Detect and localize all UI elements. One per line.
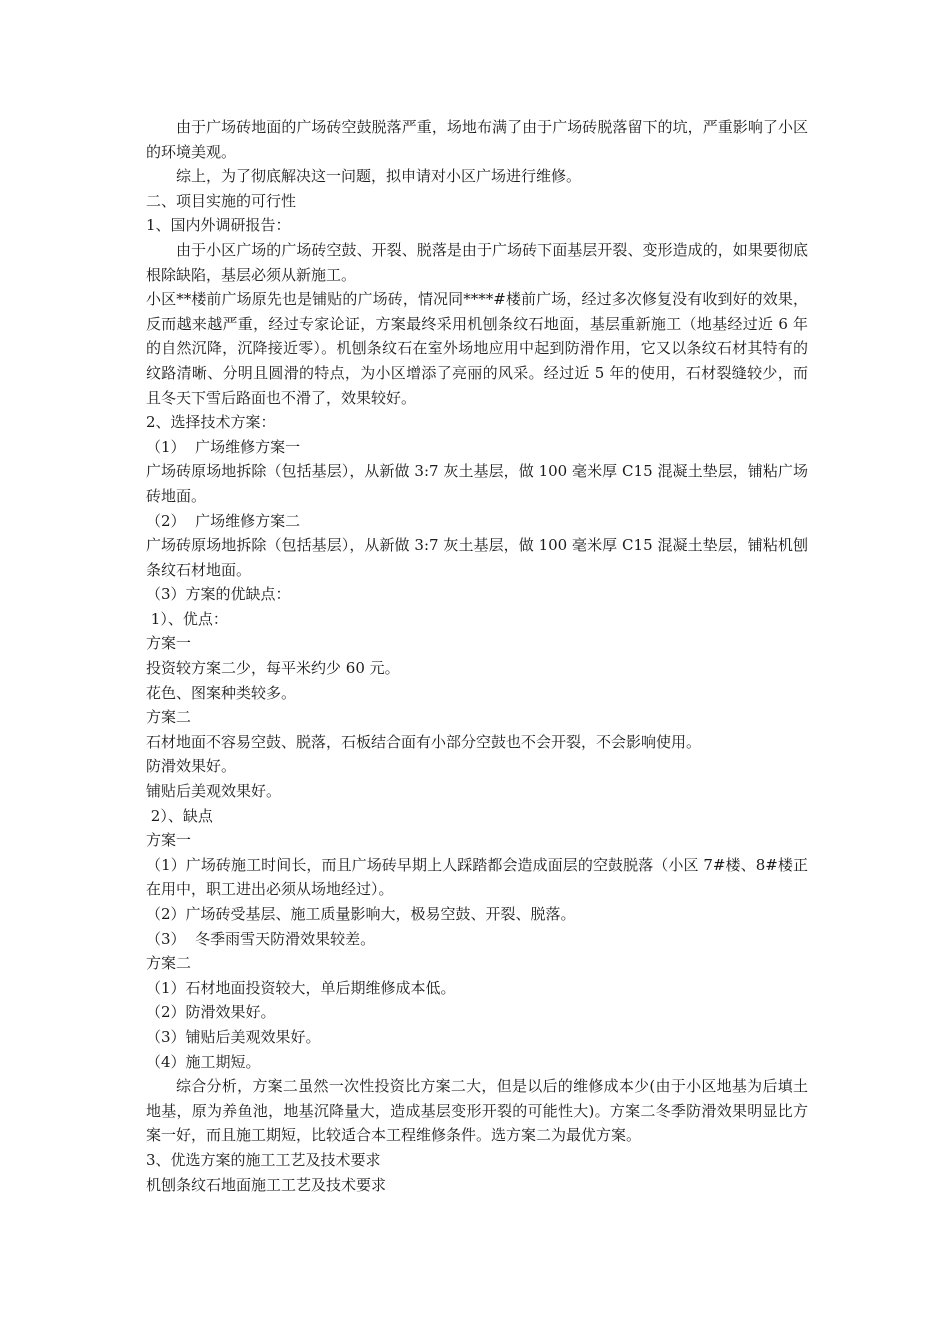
advantages-option-one-label: 方案一 — [146, 634, 192, 653]
subheading-construction-process: 3、优选方案的施工工艺及技术要求 — [146, 1150, 381, 1169]
pros-cons-heading: （3）方案的优缺点： — [146, 585, 291, 604]
paragraph-damage-description: 由于广场砖地面的广场砖空鼓脱落严重，场地布满了由于广场砖脱落留下的坑，严重影响了小区的环境美观。 — [146, 118, 808, 161]
advantages-option-one-item: 投资较方案二少，每平米约少 60 元。 — [146, 659, 400, 678]
section-heading-feasibility: 二、项目实施的可行性 — [146, 191, 297, 210]
advantages-option-two-item: 铺贴后美观效果好。 — [146, 782, 282, 801]
disadvantages-option-two-item: （4）施工期短。 — [146, 1052, 261, 1071]
disadvantages-option-one-item: （3） 冬季雨雪天防滑效果较差。 — [146, 929, 376, 948]
disadvantages-option-one-label: 方案一 — [146, 831, 192, 850]
subheading-research-report: 1、国内外调研报告： — [146, 216, 291, 235]
document-body — [146, 115, 808, 1197]
option-one-description: 广场砖原场地拆除（包括基层），从新做 3:7 灰土基层，做 100 毫米厚 C15 混凝土垫层，铺粘广场砖地面。 — [146, 462, 808, 505]
advantages-option-one-item: 花色、图案种类较多。 — [146, 683, 297, 702]
disadvantages-option-two-label: 方案二 — [146, 954, 192, 973]
disadvantages-option-two-item: （1）石材地面投资较大，单后期维修成本低。 — [146, 978, 456, 997]
option-two-description: 广场砖原场地拆除（包括基层），从新做 3:7 灰土基层，做 100 毫米厚 C15 混凝土垫层，铺粘机刨条纹石材地面。 — [146, 536, 808, 579]
disadvantages-option-two-item: （2）防滑效果好。 — [146, 1003, 276, 1022]
disadvantages-option-one-item: （2）广场砖受基层、施工质量影响大，极易空鼓、开裂、脱落。 — [146, 905, 576, 923]
advantages-option-two-item: 石材地面不容易空鼓、脱落，石板结合面有小部分空鼓也不会开裂，不会影响使用。 — [146, 732, 702, 751]
advantages-option-two-item: 防滑效果好。 — [146, 757, 237, 776]
subheading-technical-options: 2、选择技术方案： — [146, 413, 276, 432]
paragraph-stone-floor-process: 机刨条纹石地面施工工艺及技术要求 — [146, 1175, 387, 1194]
advantages-heading: 1）、优点： — [146, 609, 228, 628]
paragraph-repair-request: 综上，为了彻底解决这一问题，拟申请对小区广场进行维修。 — [176, 167, 582, 186]
advantages-option-two-label: 方案二 — [146, 708, 192, 727]
option-one-heading: （1） 广场维修方案一 — [146, 437, 301, 456]
option-two-heading: （2） 广场维修方案二 — [146, 511, 301, 530]
disadvantages-option-two-item: （3）铺贴后美观效果好。 — [146, 1027, 321, 1046]
paragraph-precedent-case: 小区**楼前广场原先也是铺贴的广场砖，情况同****#楼前广场，经过多次修复没有收到好的效果，反而越来越严重，经过专家论证，方案最终采用机刨条纹石地面，基层重新施工（地基经过近 6 年的自然沉降，沉降接近零）。机刨条纹石在室外场地应用中起到防滑作用，它又以条纹石材其特有的纹路清晰、分明且圆滑的特点，为小区增添了亮丽的风采。经过近 5 年的使用，石材裂缝较少，而且冬天下雪后路面也不滑了，效果较好。 — [146, 290, 808, 407]
paragraph-cause-analysis: 由于小区广场的广场砖空鼓、开裂、脱落是由于广场砖下面基层开裂、变形造成的，如果要彻底根除缺陷，基层必须从新施工。 — [146, 240, 808, 284]
disadvantages-heading: 2）、缺点 — [146, 806, 213, 825]
disadvantages-option-one-item: （1）广场砖施工时间长，而且广场砖早期上人踩踏都会造成面层的空鼓脱落（小区 7#楼、8#楼正在用中，职工进出必须从场地经过）。 — [146, 855, 808, 899]
paragraph-comprehensive-analysis: 综合分析，方案二虽然一次性投资比方案二大，但是以后的维修成本少(由于小区地基为后填土地基，原为养鱼池，地基沉降量大，造成基层变形开裂的可能性大)。方案二冬季防滑效果明显比方案一好，而且施工期短，比较适合本工程维修条件。选方案二为最优方案。 — [146, 1077, 808, 1145]
